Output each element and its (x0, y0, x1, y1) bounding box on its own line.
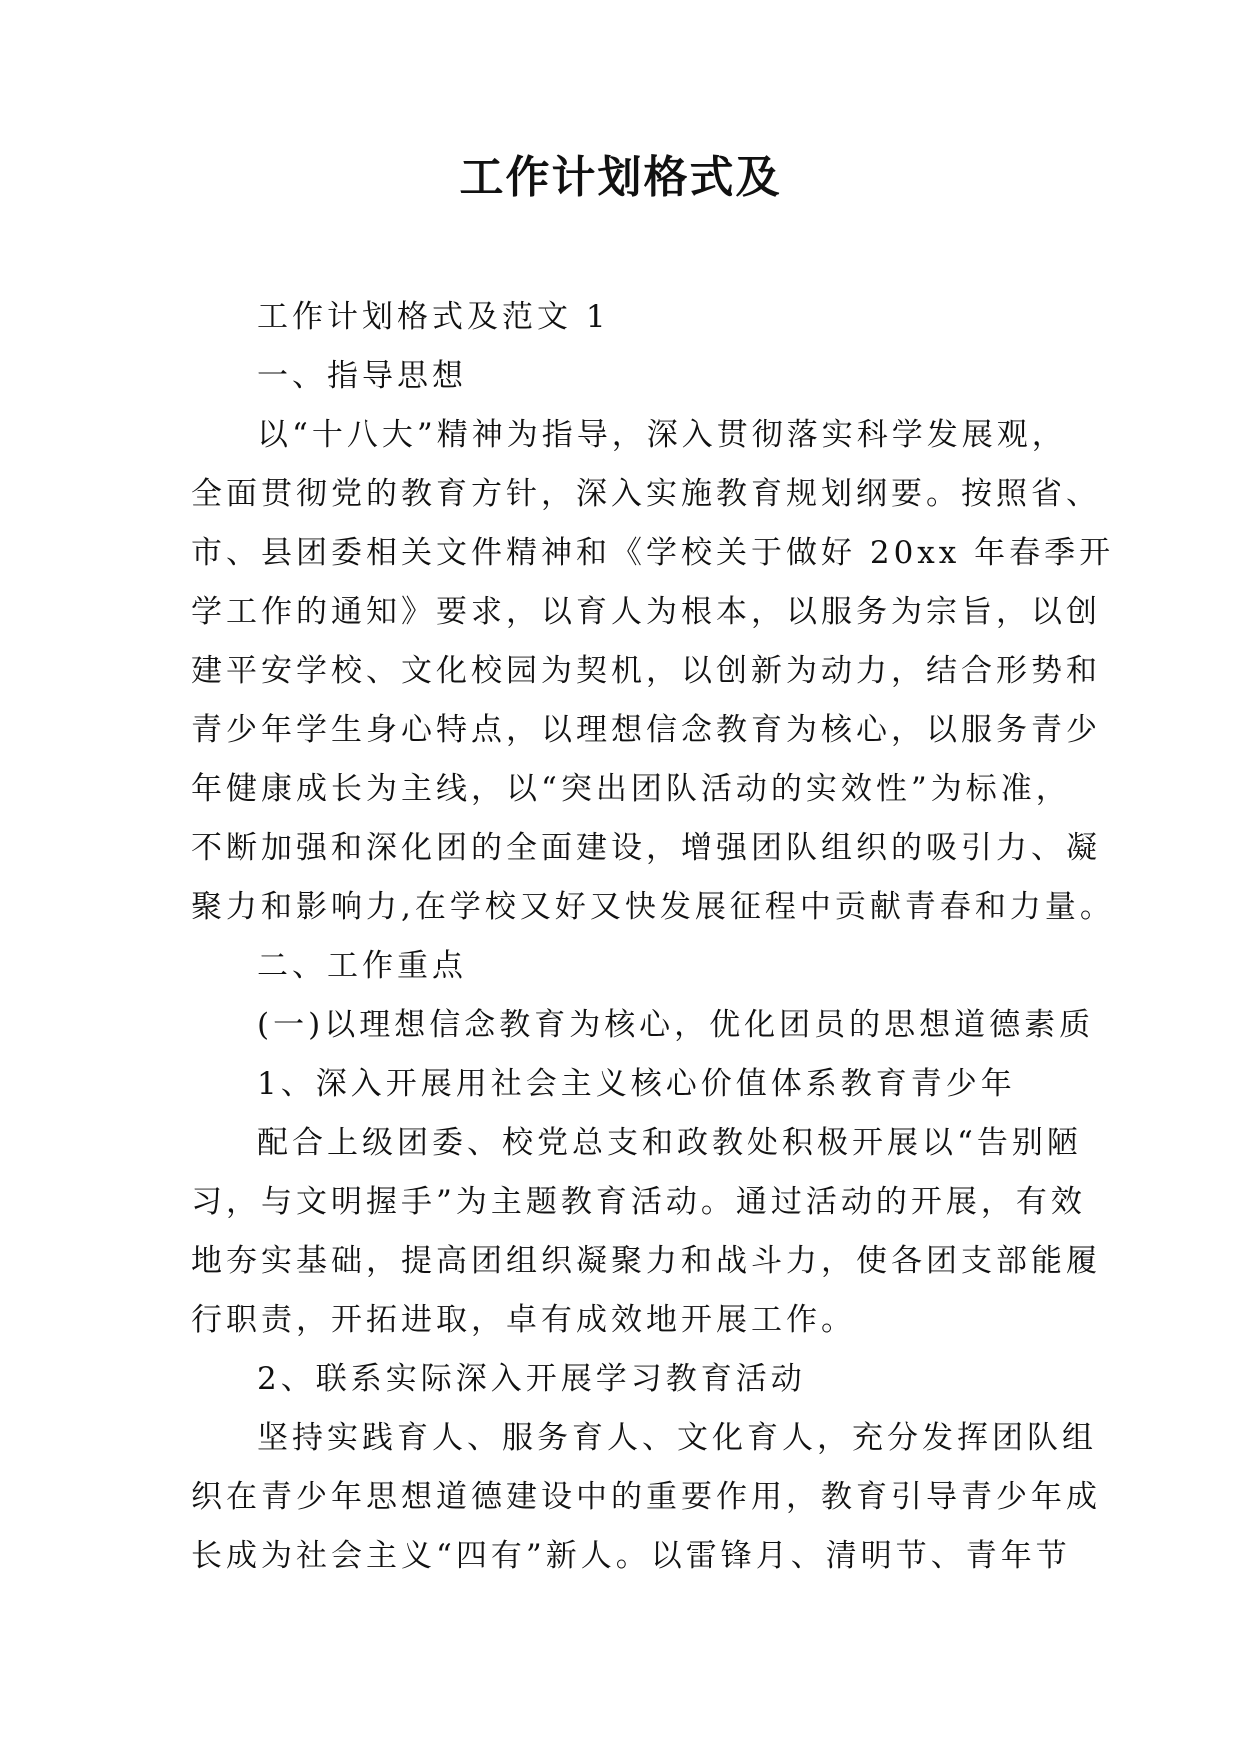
paragraph-line: 全面贯彻党的教育方针，深入实施教育规划纲要。按照省、 (191, 476, 1101, 512)
section-heading: 一、指导思想 (257, 358, 467, 394)
paragraph-line: 行职责，开拓进取，卓有成效地开展工作。 (191, 1302, 856, 1338)
subsection-heading: (一)以理想信念教育为核心，优化团员的思想道德素质 (257, 1007, 1095, 1043)
section-heading: 二、工作重点 (257, 948, 467, 984)
section-heading: 工作计划格式及范文 1 (257, 299, 610, 335)
paragraph-line: 聚力和影响力,在学校又好又快发展征程中贡献青春和力量。 (191, 889, 1115, 925)
paragraph-line: 市、县团委相关文件精神和《学校关于做好 20xx 年春季开 (191, 535, 1115, 571)
paragraph-line: 青少年学生身心特点，以理想信念教育为核心，以服务青少 (191, 712, 1101, 748)
paragraph-line: 建平安学校、文化校园为契机，以创新为动力，结合形势和 (191, 653, 1101, 689)
paragraph-line: 习，与文明握手”为主题教育活动。通过活动的开展，有效 (191, 1184, 1086, 1220)
paragraph-line: 学工作的通知》要求，以育人为根本，以服务为宗旨，以创 (191, 594, 1101, 630)
paragraph-line: 地夯实基础，提高团组织凝聚力和战斗力，使各团支部能履 (191, 1243, 1101, 1279)
paragraph-line: 长成为社会主义“四有”新人。以雷锋月、清明节、青年节 (191, 1538, 1071, 1574)
document-body (191, 288, 1115, 1586)
paragraph-line: 以“十八大”精神为指导，深入贯彻落实科学发展观， (257, 417, 1067, 453)
document-title: 工作计划格式及 (459, 152, 782, 203)
item-heading: 1、深入开展用社会主义核心价值体系教育青少年 (257, 1066, 1016, 1102)
paragraph-line: 坚持实践育人、服务育人、文化育人，充分发挥团队组 (257, 1420, 1097, 1456)
paragraph-line: 不断加强和深化团的全面建设，增强团队组织的吸引力、凝 (191, 830, 1101, 866)
paragraph-line: 配合上级团委、校党总支和政教处积极开展以“告别陋 (257, 1125, 1082, 1161)
paragraph-line: 织在青少年思想道德建设中的重要作用，教育引导青少年成 (191, 1479, 1101, 1515)
item-heading: 2、联系实际深入开展学习教育活动 (257, 1361, 806, 1397)
paragraph-line: 年健康成长为主线，以“突出团队活动的实效性”为标准， (191, 771, 1071, 807)
